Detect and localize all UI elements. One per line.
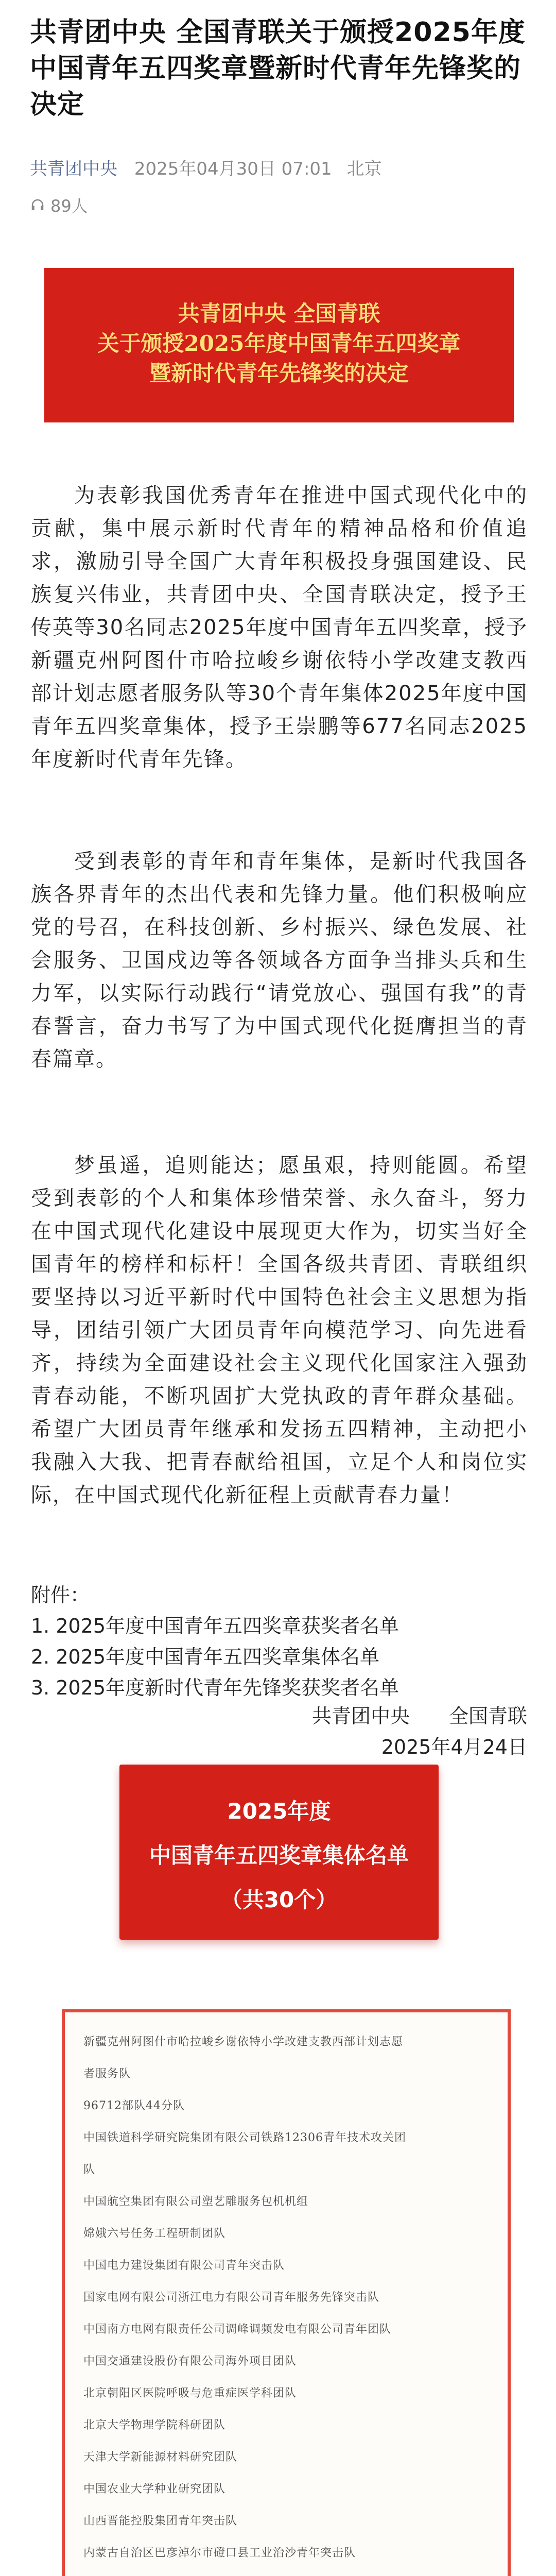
headphones-icon — [30, 197, 45, 213]
title-banner — [44, 268, 514, 422]
annex-item-1: 1. 2025年度中国青年五四奖章获奖者名单 — [31, 1615, 399, 1637]
listen-button[interactable] — [30, 193, 88, 217]
article-title: 共青团中央 全国青联关于颁授2025年度中国青年五四奖章暨新时代青年先锋奖的决定 — [30, 17, 526, 120]
document-row: 中国南方电网有限责任公司调峰调频发电有限公司青年团队 — [83, 2323, 392, 2336]
annex-heading: 附件： — [31, 1584, 90, 1606]
document-row: 中国交通建设股份有限公司海外项目团队 — [83, 2355, 297, 2368]
account-name[interactable]: 共青团中央 — [30, 159, 117, 179]
publish-date: 2025年04月30日 07:01 — [134, 159, 332, 179]
document-row: 内蒙古自治区巴彦淖尔市磴口县工业治沙青年突击队 — [83, 2547, 356, 2560]
document-row: 山西晋能控股集团青年突击队 — [83, 2515, 238, 2528]
list-title-line-2: 中国青年五四奖章集体名单 — [149, 1843, 409, 1868]
article-meta — [30, 155, 381, 180]
annex-item-3: 3. 2025年度新时代青年先锋奖获奖者名单 — [31, 1676, 399, 1699]
signature-date: 2025年4月24日 — [381, 1736, 527, 1758]
annex-item-2: 2. 2025年度中国青年五四奖章集体名单 — [31, 1646, 380, 1668]
list-title-line-1: 2025年度 — [227, 1799, 331, 1824]
document-row: 队 — [83, 2163, 96, 2176]
banner-line-2: 关于颁授2025年度中国青年五四奖章 — [97, 331, 461, 356]
body-paragraph-1: 为表彰我国优秀青年在推进中国式现代化中的贡献，集中展示新时代青年的精神品格和价值追求，激励引导全国广大青年积极投身强国建设、民族复兴伟业，共青团中央、全国青联决定，授予王传英等30名同志2025年度中国青年五四奖章，授予新疆克州阿图什市哈拉峻乡谢依特小学改建支教西部计划志愿者服务队等30个青年集体2025年度中国青年五四奖章集体，授予王崇鹏等677名同志2025年度新时代青年先锋。 — [31, 484, 528, 771]
document-row: 国家电网有限公司浙江电力有限公司青年服务先锋突击队 — [83, 2291, 380, 2304]
banner-line-3: 暨新时代青年先锋奖的决定 — [149, 361, 409, 386]
body-paragraph-3: 梦虽遥，追则能达；愿虽艰，持则能圆。希望受到表彰的个人和集体珍惜荣誉、永久奋斗，努力在中国式现代化建设中展现更大作为，切实当好全国青年的榜样和标杆！全国各级共青团、青联组织要坚持以习近平新时代中国特色社会主义思想为指导，团结引领广大团员青年向模范学习、向先进看齐，持续为全面建设社会主义现代化国家注入强劲青春动能，不断巩固扩大党执政的青年群众基础。希望广大团员青年继承和发扬五四精神，主动把小我融入大我、把青春献给祖国，立足个人和岗位实际，在中国式现代化新征程上贡献青春力量！ — [31, 1154, 528, 1507]
document-row: 中国电力建设集团有限公司青年突击队 — [83, 2259, 285, 2272]
document-row: 中国航空集团有限公司塑艺雕服务包机机组 — [83, 2195, 309, 2208]
document-row: 北京大学物理学院科研团队 — [83, 2419, 226, 2432]
signature-orgs: 共青团中央 全国青联 — [311, 1705, 527, 1727]
document-row: 北京朝阳区医院呼吸与危重症医学科团队 — [83, 2387, 297, 2400]
banner-line-1: 共青团中央 全国青联 — [178, 301, 380, 326]
collective-list-title-card — [119, 1765, 439, 1940]
document-row: 中国铁道科学研究院集团有限公司铁路12306青年技术攻关团 — [83, 2131, 406, 2144]
document-row: 嫦娥六号任务工程研制团队 — [83, 2227, 226, 2240]
listen-count: 89人 — [50, 196, 88, 216]
list-title-line-3: （共30个） — [220, 1887, 338, 1912]
document-row: 天津大学新能源材料研究团队 — [83, 2451, 238, 2464]
body-paragraph-2: 受到表彰的青年和青年集体，是新时代我国各族各界青年的杰出代表和先锋力量。他们积极响应党的号召，在科技创新、乡村振兴、绿色发展、社会服务、卫国戍边等各领域各方面争当排头兵和生力军，以实际行动践行“请党放心、强国有我”的青春誓言，奋力书写了为中国式现代化挺膺担当的青春篇章。 — [31, 850, 528, 1071]
document-row: 中国农业大学种业研究团队 — [83, 2483, 226, 2496]
collective-list-document — [62, 2009, 511, 2576]
document-row: 新疆克州阿图什市哈拉峻乡谢依特小学改建支教西部计划志愿 — [83, 2036, 404, 2048]
document-row: 者服务队 — [83, 2067, 131, 2080]
document-row: 96712部队44分队 — [83, 2099, 185, 2112]
publish-location: 北京 — [346, 159, 382, 179]
